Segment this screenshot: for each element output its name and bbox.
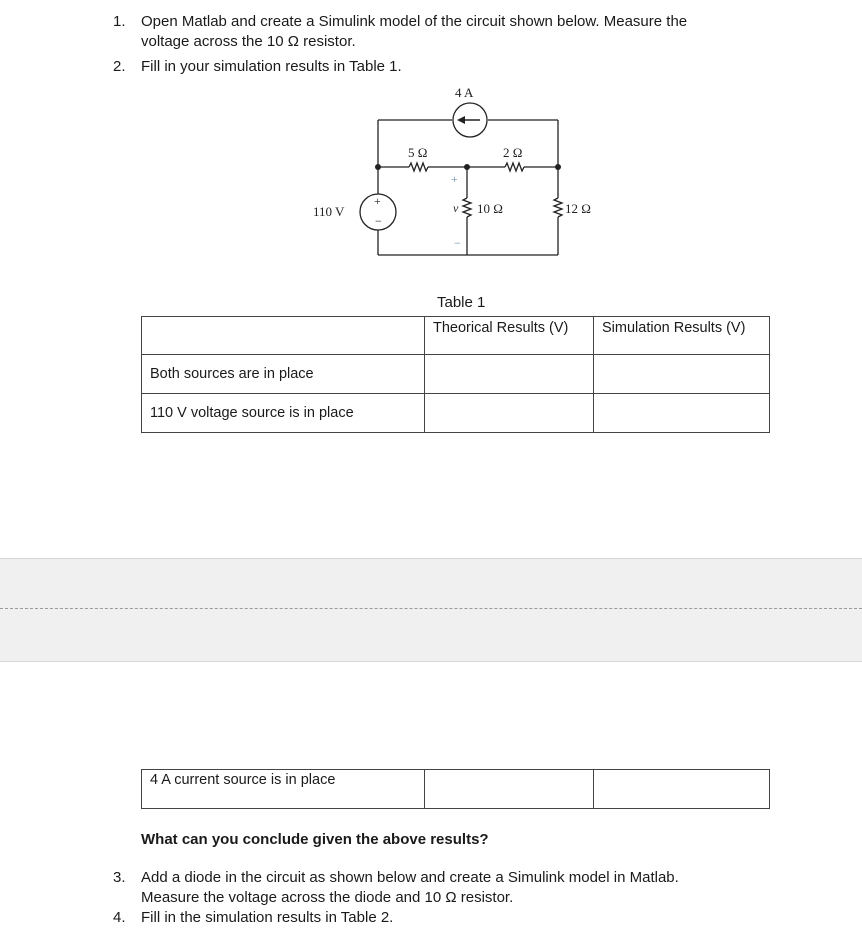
table-header-row: [142, 317, 770, 355]
label-4A: 4 A: [455, 85, 474, 100]
table-cell: 110 V voltage source is in place: [142, 394, 425, 433]
source-plus: +: [374, 194, 381, 208]
resistor-5-ohm: [409, 163, 428, 171]
table-caption: Table 1: [437, 294, 486, 311]
label-12-ohm: 12 Ω: [565, 201, 591, 216]
table-row: [142, 394, 770, 433]
table-cell-input[interactable]: [594, 770, 770, 809]
question-text: Add a diode in the circuit as shown below and create a Simulink model in Matlab.: [141, 869, 679, 886]
question-number: 4.: [113, 909, 126, 926]
page-break: [0, 558, 862, 662]
table-cell-input[interactable]: [425, 394, 594, 433]
table-cell: Both sources are in place: [142, 355, 425, 394]
source-minus: −: [375, 214, 382, 228]
table-cell-input[interactable]: [425, 770, 594, 809]
question-number: 1.: [113, 13, 126, 30]
question-3: [113, 868, 679, 908]
circuit-diagram: [0, 0, 862, 290]
label-10-ohm: 10 Ω: [477, 201, 503, 216]
table-cell: 4 A current source is in place: [142, 770, 425, 809]
label-v: v: [453, 201, 459, 215]
page-break-line: [0, 608, 862, 609]
results-table-continued: [141, 769, 770, 809]
results-table: [141, 316, 770, 433]
question-text-cont: voltage across the 10 Ω resistor.: [141, 33, 356, 50]
conclusion-prompt: What can you conclude given the above results?: [141, 831, 489, 848]
table-cell-input[interactable]: [594, 355, 770, 394]
table-header-cell: Simulation Results (V): [594, 317, 770, 355]
question-number: 2.: [113, 58, 126, 75]
resistor-12-ohm: [554, 198, 562, 217]
question-text: Fill in the simulation results in Table 2.: [141, 909, 394, 926]
label-110V: 110 V: [313, 204, 345, 219]
table-header-cell: [142, 317, 425, 355]
table-row: [142, 355, 770, 394]
question-4: [113, 908, 393, 928]
resistor-2-ohm: [505, 163, 524, 171]
label-plus: +: [451, 172, 458, 186]
label-5-ohm: 5 Ω: [408, 145, 428, 160]
label-minus: −: [454, 236, 461, 250]
resistor-10-ohm: [463, 198, 471, 217]
question-text-cont: Measure the voltage across the diode and 10 Ω resistor.: [141, 889, 514, 906]
table-header-cell: Theorical Results (V): [425, 317, 594, 355]
question-text: Open Matlab and create a Simulink model of the circuit shown below. Measure the: [141, 13, 688, 30]
question-number: 3.: [113, 869, 126, 886]
table-row: [142, 770, 770, 809]
table-cell-input[interactable]: [594, 394, 770, 433]
label-2-ohm: 2 Ω: [503, 145, 523, 160]
table-cell-input[interactable]: [425, 355, 594, 394]
question-text: Fill in your simulation results in Table 1.: [141, 58, 402, 75]
